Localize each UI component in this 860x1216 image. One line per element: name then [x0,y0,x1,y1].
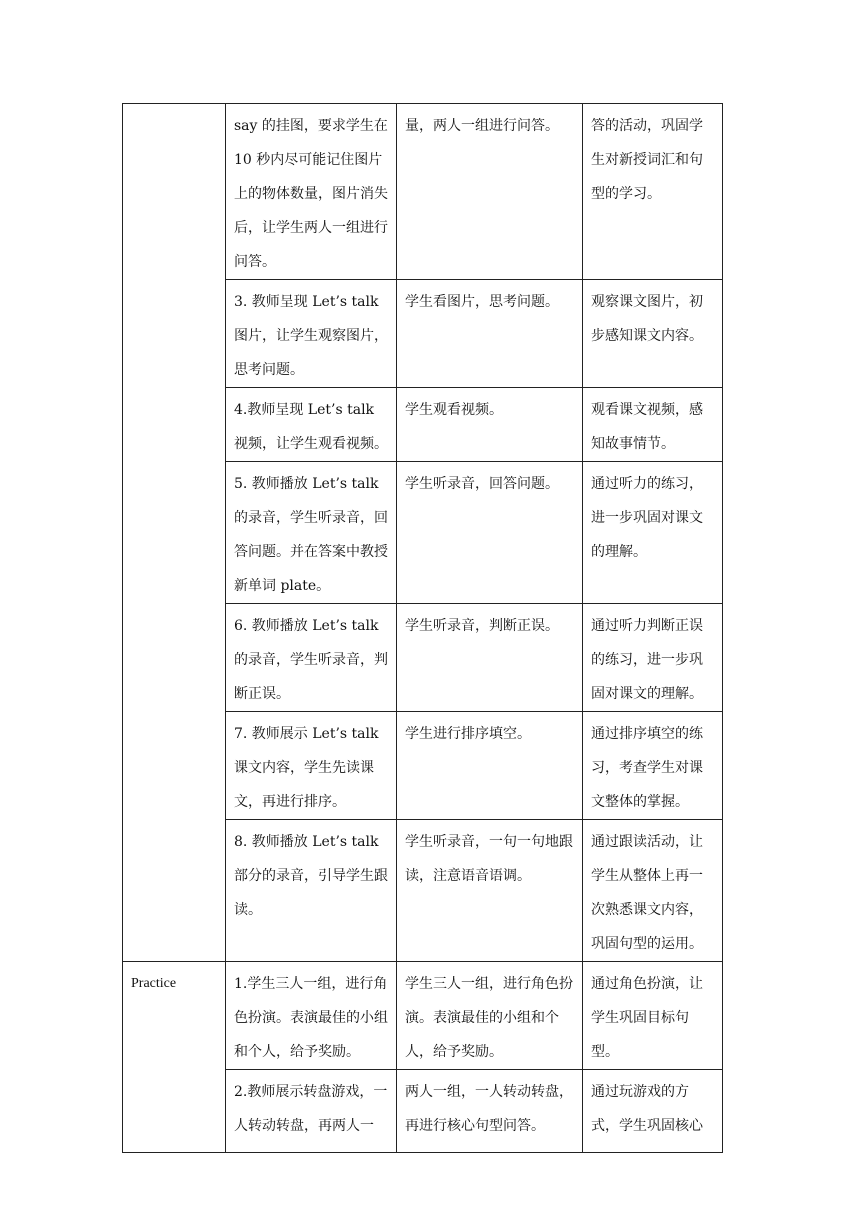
teacher-activity-cell: 5. 教师播放 Let’s talk 的录音，学生听录音，回答问题。并在答案中教授新单词 plate。 [226,462,397,604]
teacher-activity-cell: 4.教师呈现 Let’s talk 视频，让学生观看视频。 [226,388,397,462]
student-activity-cell: 学生听录音，一句一句地跟读，注意语音语调。 [397,820,583,962]
purpose-cell: 通过跟读活动，让学生从整体上再一次熟悉课文内容，巩固句型的运用。 [583,820,723,962]
student-activity-cell: 学生进行排序填空。 [397,712,583,820]
purpose-cell: 答的活动，巩固学生对新授词汇和句型的学习。 [583,104,723,280]
student-activity-cell: 学生观看视频。 [397,388,583,462]
teacher-activity-cell: 7. 教师展示 Let’s talk 课文内容，学生先读课文，再进行排序。 [226,712,397,820]
purpose-cell: 观察课文图片，初步感知课文内容。 [583,280,723,388]
purpose-cell: 通过角色扮演，让学生巩固目标句型。 [583,962,723,1070]
teacher-activity-cell: 2.教师展示转盘游戏，一人转动转盘，再两人一 [226,1070,397,1153]
purpose-cell: 通过听力判断正误的练习，进一步巩固对课文的理解。 [583,604,723,712]
stage-cell: Practice [123,962,226,1153]
teacher-activity-cell: 8. 教师播放 Let’s talk 部分的录音，引导学生跟读。 [226,820,397,962]
student-activity-cell: 两人一组，一人转动转盘，再进行核心句型问答。 [397,1070,583,1153]
stage-cell [123,104,226,962]
student-activity-cell: 学生三人一组，进行角色扮演。表演最佳的小组和个人，给予奖励。 [397,962,583,1070]
purpose-cell: 通过听力的练习，进一步巩固对课文的理解。 [583,462,723,604]
purpose-cell: 通过玩游戏的方式，学生巩固核心 [583,1070,723,1153]
student-activity-cell: 学生听录音，回答问题。 [397,462,583,604]
student-activity-cell: 学生看图片，思考问题。 [397,280,583,388]
purpose-cell: 通过排序填空的练习，考查学生对课文整体的掌握。 [583,712,723,820]
student-activity-cell: 量，两人一组进行问答。 [397,104,583,280]
table-row [123,962,723,1070]
teacher-activity-cell: say 的挂图，要求学生在10 秒内尽可能记住图片上的物体数量，图片消失后，让学生两人一组进行问答。 [226,104,397,280]
teacher-activity-cell: 3. 教师呈现 Let’s talk 图片，让学生观察图片，思考问题。 [226,280,397,388]
purpose-cell: 观看课文视频，感知故事情节。 [583,388,723,462]
teacher-activity-cell: 1.学生三人一组，进行角色扮演。表演最佳的小组和个人，给予奖励。 [226,962,397,1070]
table-row [123,104,723,280]
teacher-activity-cell: 6. 教师播放 Let’s talk 的录音，学生听录音，判断正误。 [226,604,397,712]
lesson-plan-table [122,103,723,1153]
student-activity-cell: 学生听录音，判断正误。 [397,604,583,712]
